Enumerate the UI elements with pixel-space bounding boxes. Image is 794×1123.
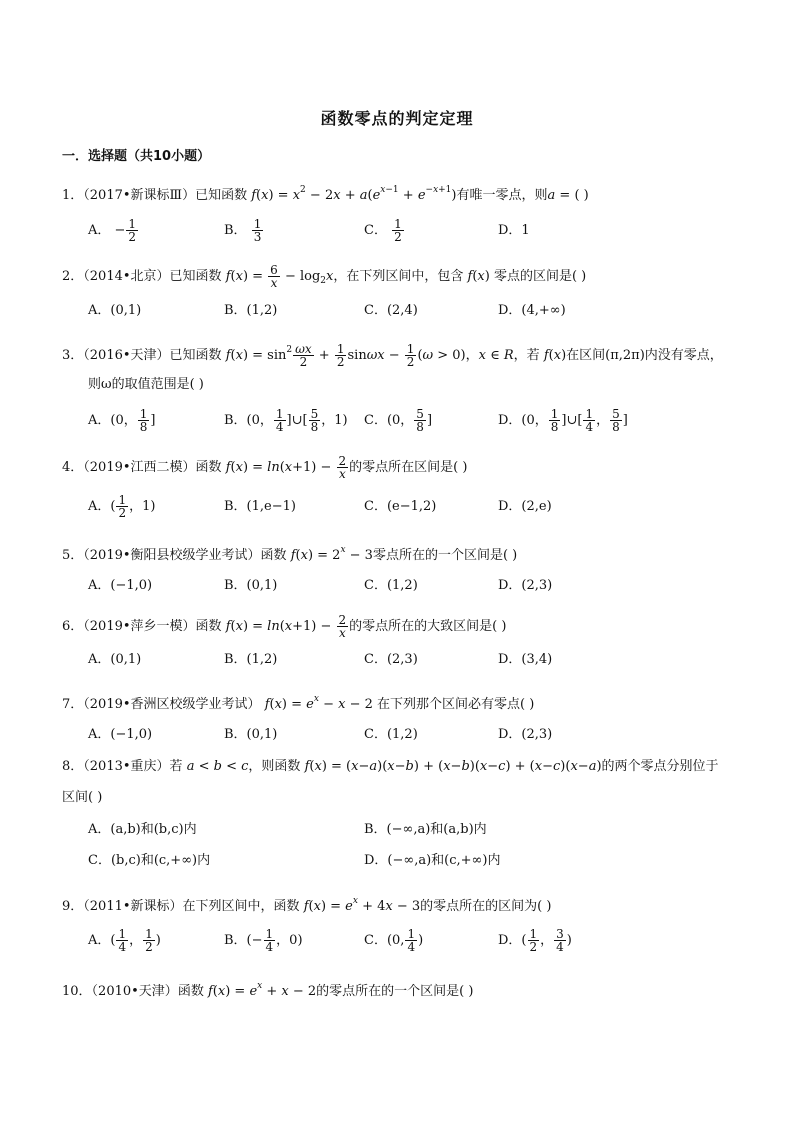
options-3	[88, 406, 728, 436]
question-number: 4．	[62, 460, 84, 475]
question-6: 6．（2019•萍乡一模）函数 f(x) = ln(x+1) − $\frac{2}{x}$ 的零点所在的大致区间是( )	[62, 613, 507, 640]
option-b[interactable]: B．(1,e−1)	[224, 499, 296, 514]
question-source: （2013•重庆）	[83, 759, 170, 774]
option-c[interactable]: C．(0， $\frac{5}{8}$ ]	[364, 407, 433, 434]
options-5	[88, 571, 728, 601]
option-c[interactable]: C．(1,2)	[364, 578, 418, 593]
question-number: 7．	[62, 697, 84, 712]
options-1	[88, 216, 728, 246]
option-b[interactable]: B．(0， $\frac{1}{4}$ ]∪[ $\frac{5}{8}$ ，1)	[224, 407, 348, 434]
option-d[interactable]: D．(2,3)	[498, 578, 553, 593]
option-a[interactable]: A． − $\frac{1}{2}$	[88, 217, 137, 244]
question-number: 5．	[62, 548, 84, 563]
formula: f	[251, 188, 257, 203]
page-title: 函数零点的判定定理	[320, 109, 474, 128]
option-c[interactable]: C．(2,4)	[364, 303, 418, 318]
question-3-line2: 则ω的取值范围是( )	[88, 377, 204, 392]
question-number: 3．	[62, 348, 84, 363]
options-8-row1	[88, 815, 728, 845]
question-source: （2019•江西二模）	[83, 460, 196, 475]
option-a[interactable]: A．(0,1)	[88, 652, 142, 667]
option-b[interactable]: B．(0,1)	[224, 578, 278, 593]
option-d[interactable]: D．(2,3)	[498, 727, 553, 742]
option-c[interactable]: C． $\frac{1}{2}$	[364, 217, 402, 244]
question-source: （2016•天津）	[83, 348, 170, 363]
option-d[interactable]: D．( $\frac{1}{2}$ ， $\frac{3}{4}$ )	[498, 927, 572, 954]
question-source: （2019•衡阳县校级学业考试）	[83, 548, 261, 563]
option-b[interactable]: B．(0,1)	[224, 727, 278, 742]
options-9	[88, 926, 728, 956]
question-source: （2011•新课标）	[83, 899, 183, 914]
question-7: 7．（2019•香洲区校级学业考试） $f(x) = e^x - x - 2$ 在下列那个区间必有零点( )	[62, 694, 535, 712]
option-c[interactable]: C．(0, $\frac{1}{4}$ )	[364, 927, 424, 954]
option-a[interactable]: A．(0,1)	[88, 303, 142, 318]
question-number: 1．	[62, 188, 84, 203]
option-a[interactable]: A．(0， $\frac{1}{8}$ ]	[88, 407, 156, 434]
question-source: （2019•香洲区校级学业考试）	[83, 697, 261, 712]
option-c[interactable]: C．(2,3)	[364, 652, 418, 667]
option-a[interactable]: A．( $\frac{1}{2}$ ，1)	[88, 493, 156, 520]
options-8-row2	[88, 846, 728, 876]
question-number: 6．	[62, 619, 84, 634]
question-10: 10．（2010•天津）函数 $f(x) = e^x + x - 2$的零点所在的一个区间是( )	[62, 981, 474, 999]
question-4: 4．（2019•江西二模）函数 f(x) = ln(x+1) − $\frac{2}{x}$ 的零点所在区间是( )	[62, 454, 468, 481]
question-number: 10．	[62, 984, 92, 999]
option-b[interactable]: B．(1,2)	[224, 303, 278, 318]
section-heading: 一．选择题（共10小题）	[62, 149, 211, 164]
options-4	[88, 492, 728, 522]
question-source: （2014•北京）	[83, 269, 170, 284]
options-7	[88, 720, 728, 750]
question-5: 5．（2019•衡阳县校级学业考试）函数 $f(x) = 2^x - 3$零点所在的一个区间是( )	[62, 545, 518, 563]
option-a[interactable]: A．(−1,0)	[88, 727, 153, 742]
option-d[interactable]: D．1	[498, 223, 530, 238]
question-2: 2．（2014•北京）已知函数 f(x) = $\frac{6}{x}$ − $\log_2x$，在下列区间中，包含 f(x) 零点的区间是( )	[62, 263, 587, 290]
option-b[interactable]: B．(− $\frac{1}{4}$ ，0)	[224, 927, 303, 954]
option-b[interactable]: B．(1,2)	[224, 652, 278, 667]
option-a[interactable]: A．( $\frac{1}{4}$ ， $\frac{1}{2}$ )	[88, 927, 161, 954]
option-d[interactable]: D．(−∞,a)和(c,+∞)内	[364, 853, 501, 868]
option-a[interactable]: A．(a,b)和(b,c)内	[88, 822, 197, 837]
question-source: （2017•新课标Ⅲ）	[83, 188, 196, 203]
question-number: 8．	[62, 759, 84, 774]
question-source: （2019•萍乡一模）	[83, 619, 196, 634]
option-d[interactable]: D．(4,+∞)	[498, 303, 566, 318]
option-a[interactable]: A．(−1,0)	[88, 578, 153, 593]
question-8: 8．（2013•重庆）若 a < b < c，则函数 f(x) = (x−a)(x−b) + (x−b)(x−c) + (x−c)(x−a)的两个零点分别位于	[62, 759, 719, 774]
options-6	[88, 645, 728, 675]
option-b[interactable]: B．(−∞,a)和(a,b)内	[364, 822, 487, 837]
option-c[interactable]: C．(1,2)	[364, 727, 418, 742]
options-2	[88, 296, 728, 326]
option-b[interactable]: B． $\frac{1}{3}$	[224, 217, 262, 244]
option-c[interactable]: C．(e−1,2)	[364, 499, 437, 514]
question-8-line2: 区间( )	[62, 790, 103, 805]
question-1: 1．（2017•新课标Ⅲ）已知函数 $f(x) = x^2 - 2x + a(e^{x-1} + e^{-x+1})$有唯一零点，则a = ( )	[62, 185, 589, 203]
question-3: 3．（2016•天津）已知函数 $f(x) = \sin^2$ $\frac{\omega x}{2}$ + $\frac{1}{2}$ sinωx − $\frac{1}{2}$ (ω > 0)，x ∈ R，若 f(x)在区间(π,2π)内没有零点，	[62, 342, 723, 369]
question-number: 9．	[62, 899, 84, 914]
question-number: 2．	[62, 269, 84, 284]
question-source: （2010•天津）	[91, 984, 178, 999]
option-c[interactable]: C．(b,c)和(c,+∞)内	[88, 853, 211, 868]
option-d[interactable]: D．(3,4)	[498, 652, 553, 667]
question-9: 9．（2011•新课标）在下列区间中，函数 $f(x) = e^x + 4x - 3$的零点所在的区间为( )	[62, 896, 552, 914]
option-d[interactable]: D．(0， $\frac{1}{8}$ ]∪[ $\frac{1}{4}$ ， $\frac{5}{8}$ ]	[498, 407, 628, 434]
option-d[interactable]: D．(2,e)	[498, 499, 552, 514]
